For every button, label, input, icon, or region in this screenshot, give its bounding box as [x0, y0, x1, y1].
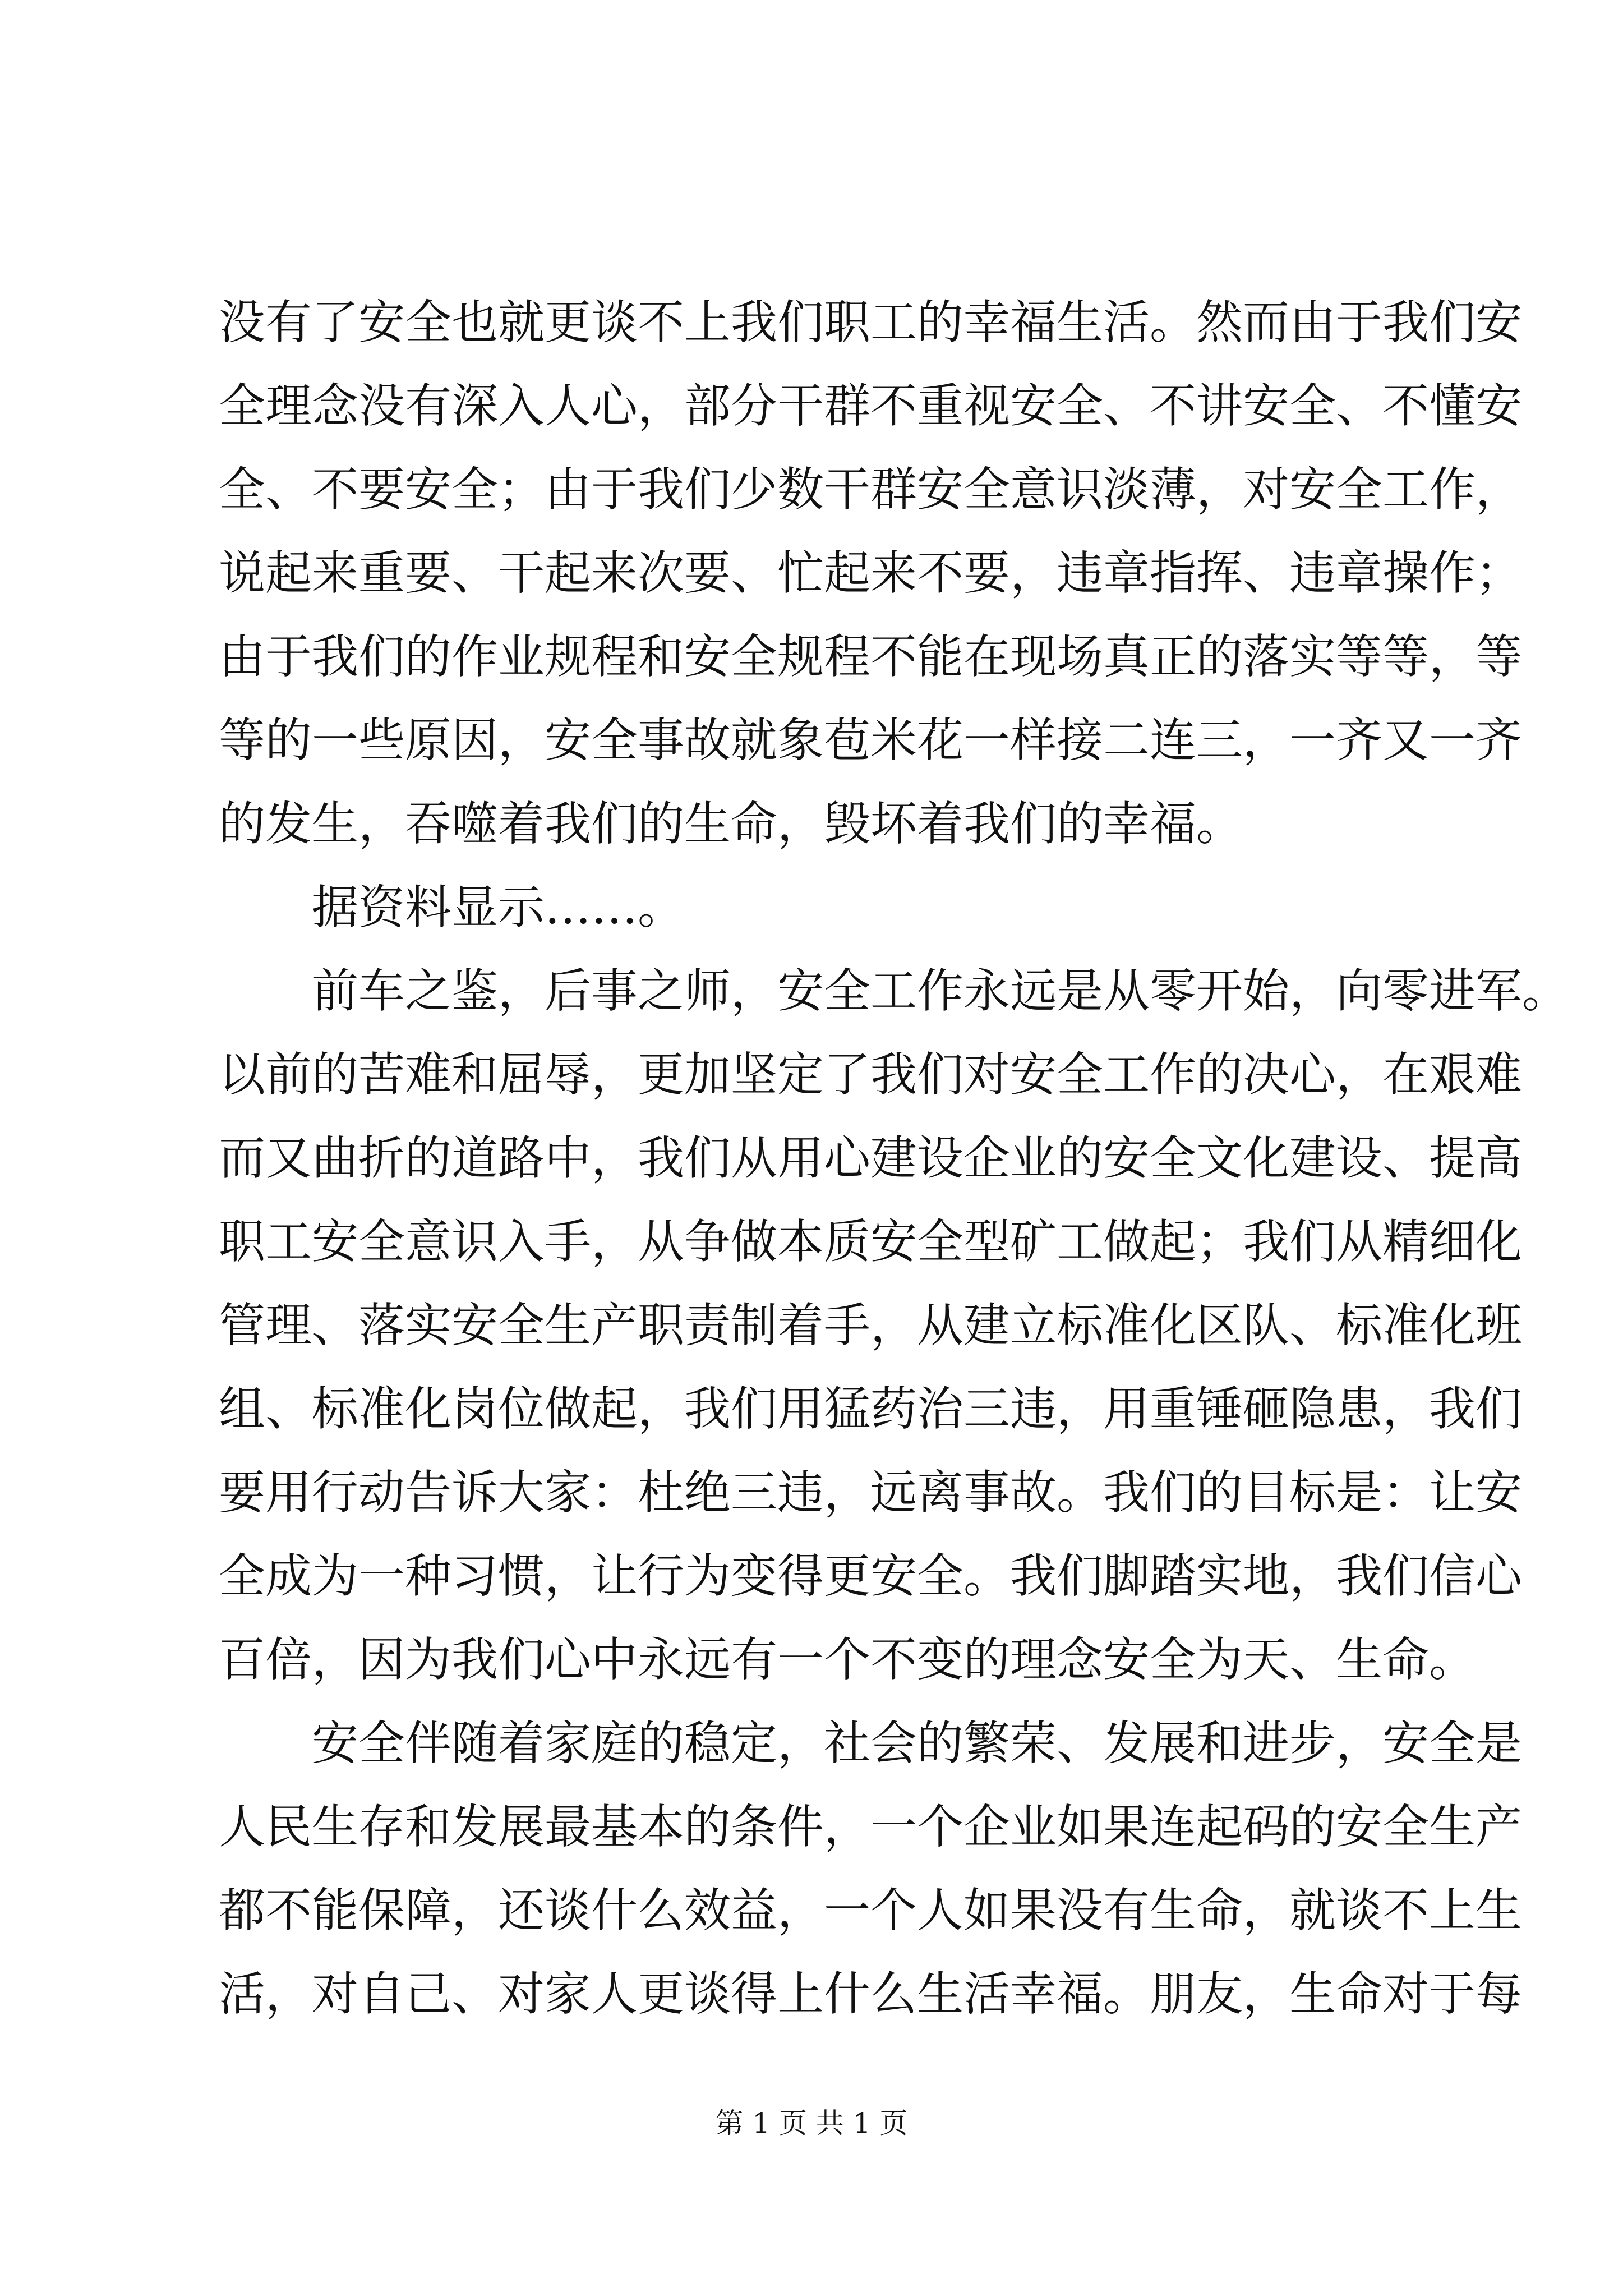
text-line: 要用行动告诉大家：杜绝三违，远离事故。我们的目标是：让安: [219, 1465, 1522, 1520]
text-line: 的发生，吞噬着我们的生命，毁坏着我们的幸福。: [219, 797, 1243, 851]
text-line: 全、不要安全；由于我们少数干群安全意识淡薄，对安全工作，: [219, 462, 1522, 517]
text-line: 由于我们的作业规程和安全规程不能在现场真正的落实等等，等: [219, 629, 1522, 684]
text-line: 前车之鉴，后事之师，安全工作永远是从零开始，向零进军。: [312, 964, 1569, 1018]
text-line: 说起来重要、干起来次要、忙起来不要，违章指挥、违章操作；: [219, 546, 1522, 600]
text-line: 等的一些原因，安全事故就象苞米花一样接二连三，一齐又一齐: [219, 713, 1522, 767]
text-line: 百倍，因为我们心中永远有一个不变的理念安全为天、生命。: [219, 1632, 1476, 1687]
text-line: 以前的苦难和屈辱，更加坚定了我们对安全工作的决心，在艰难: [219, 1047, 1522, 1102]
text-line: 而又曲折的道路中，我们从用心建设企业的安全文化建设、提高: [219, 1131, 1522, 1185]
text-line: 组、标准化岗位做起，我们用猛药治三违，用重锤砸隐患，我们: [219, 1382, 1522, 1436]
body-text: [219, 280, 1569, 2036]
text-line: 全理念没有深入人心，部分干群不重视安全、不讲安全、不懂安: [219, 379, 1522, 433]
text-line: 管理、落实安全生产职责制着手，从建立标准化区队、标准化班: [219, 1298, 1522, 1352]
text-line: 都不能保障，还谈什么效益，一个人如果没有生命，就谈不上生: [219, 1883, 1522, 1938]
text-line: 全成为一种习惯，让行为变得更安全。我们脚踏实地，我们信心: [219, 1549, 1522, 1603]
text-line: 人民生存和发展最基本的条件，一个企业如果连起码的安全生产: [219, 1800, 1522, 1854]
page-footer: 第 1 页 共 1 页: [715, 2107, 908, 2139]
text-line: 安全伴随着家庭的稳定，社会的繁荣、发展和进步，安全是: [312, 1716, 1522, 1770]
text-line: 没有了安全也就更谈不上我们职工的幸福生活。然而由于我们安: [219, 295, 1522, 349]
text-line: 职工安全意识入手，从争做本质安全型矿工做起；我们从精细化: [219, 1214, 1522, 1269]
text-line: 据资料显示……。: [312, 880, 684, 935]
text-line: 活，对自己、对家人更谈得上什么生活幸福。朋友，生命对于每: [219, 1967, 1522, 2021]
